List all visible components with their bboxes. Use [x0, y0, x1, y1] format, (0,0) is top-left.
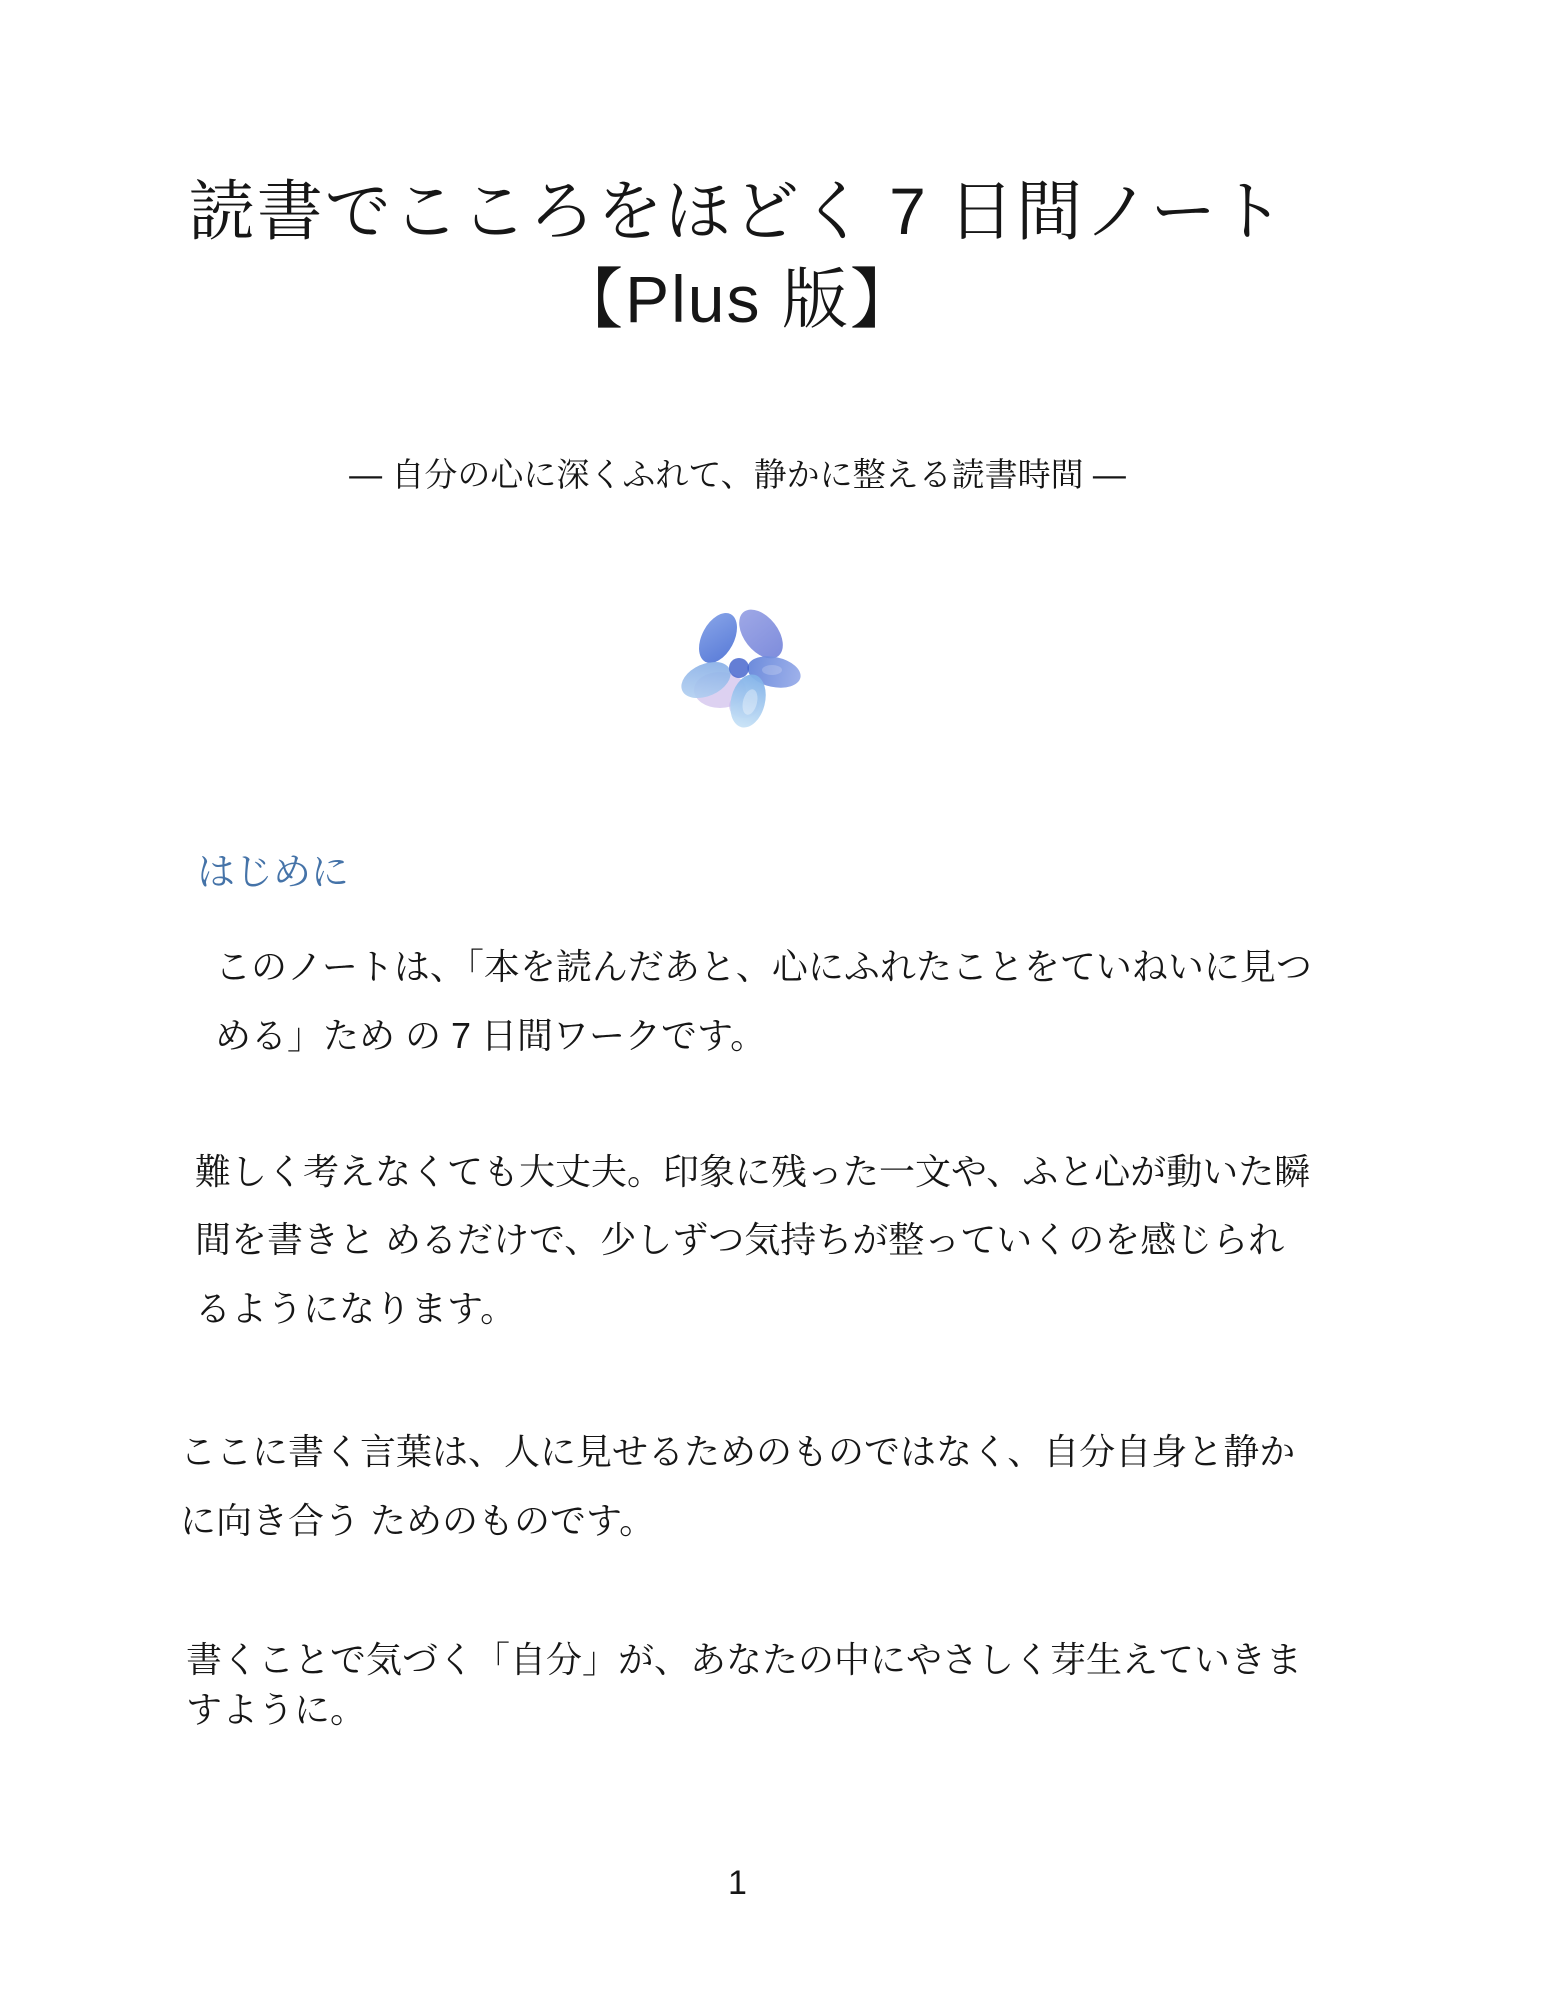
document-title-line-1: 読書でこころをほどく 7 日間ノート — [188, 174, 1287, 248]
paragraph-line: 書くことで気づく「自分」が、あなたの中にやさしく芽生えていきま — [186, 1638, 1303, 1680]
section-heading-hajimeni: はじめに — [197, 852, 350, 895]
document-subtitle: ― 自分の心に深くふれて、静かに整える読書時間 ― — [349, 455, 1126, 493]
paragraph-line: 間を書きと めるだけで、少しずつ気持ちが整っていくのを感じられ — [195, 1219, 1285, 1261]
paragraph-2 — [195, 1138, 1311, 1343]
paragraph-line: るようになります。 — [195, 1287, 517, 1329]
paragraph-1 — [215, 933, 1312, 1070]
paragraph-line: 難しく考えなくても大丈夫。印象に残った一文や、ふと心が動いた瞬 — [195, 1151, 1311, 1192]
paragraph-line: すように。 — [186, 1689, 367, 1731]
flower-watercolor-icon — [668, 598, 808, 738]
paragraph-4 — [186, 1635, 1303, 1736]
paragraph-line: に向き合う ためのものです。 — [180, 1499, 656, 1541]
page-number: 1 — [728, 1863, 747, 1902]
paragraph-line: める」ため の 7 日間ワークです。 — [215, 1014, 767, 1056]
document-title-line-2: 【Plus 版】 — [557, 261, 918, 336]
document-title — [180, 0, 1295, 344]
flower-decoration — [180, 598, 1295, 738]
paragraph-3 — [180, 1418, 1295, 1555]
paragraph-line: ここに書く言葉は、人に見せるためのものではなく、自分自身と静か — [180, 1431, 1296, 1473]
paragraph-line: このノートは、「本を読んだあと、心にふれたことをていねいに見つ — [215, 946, 1312, 988]
